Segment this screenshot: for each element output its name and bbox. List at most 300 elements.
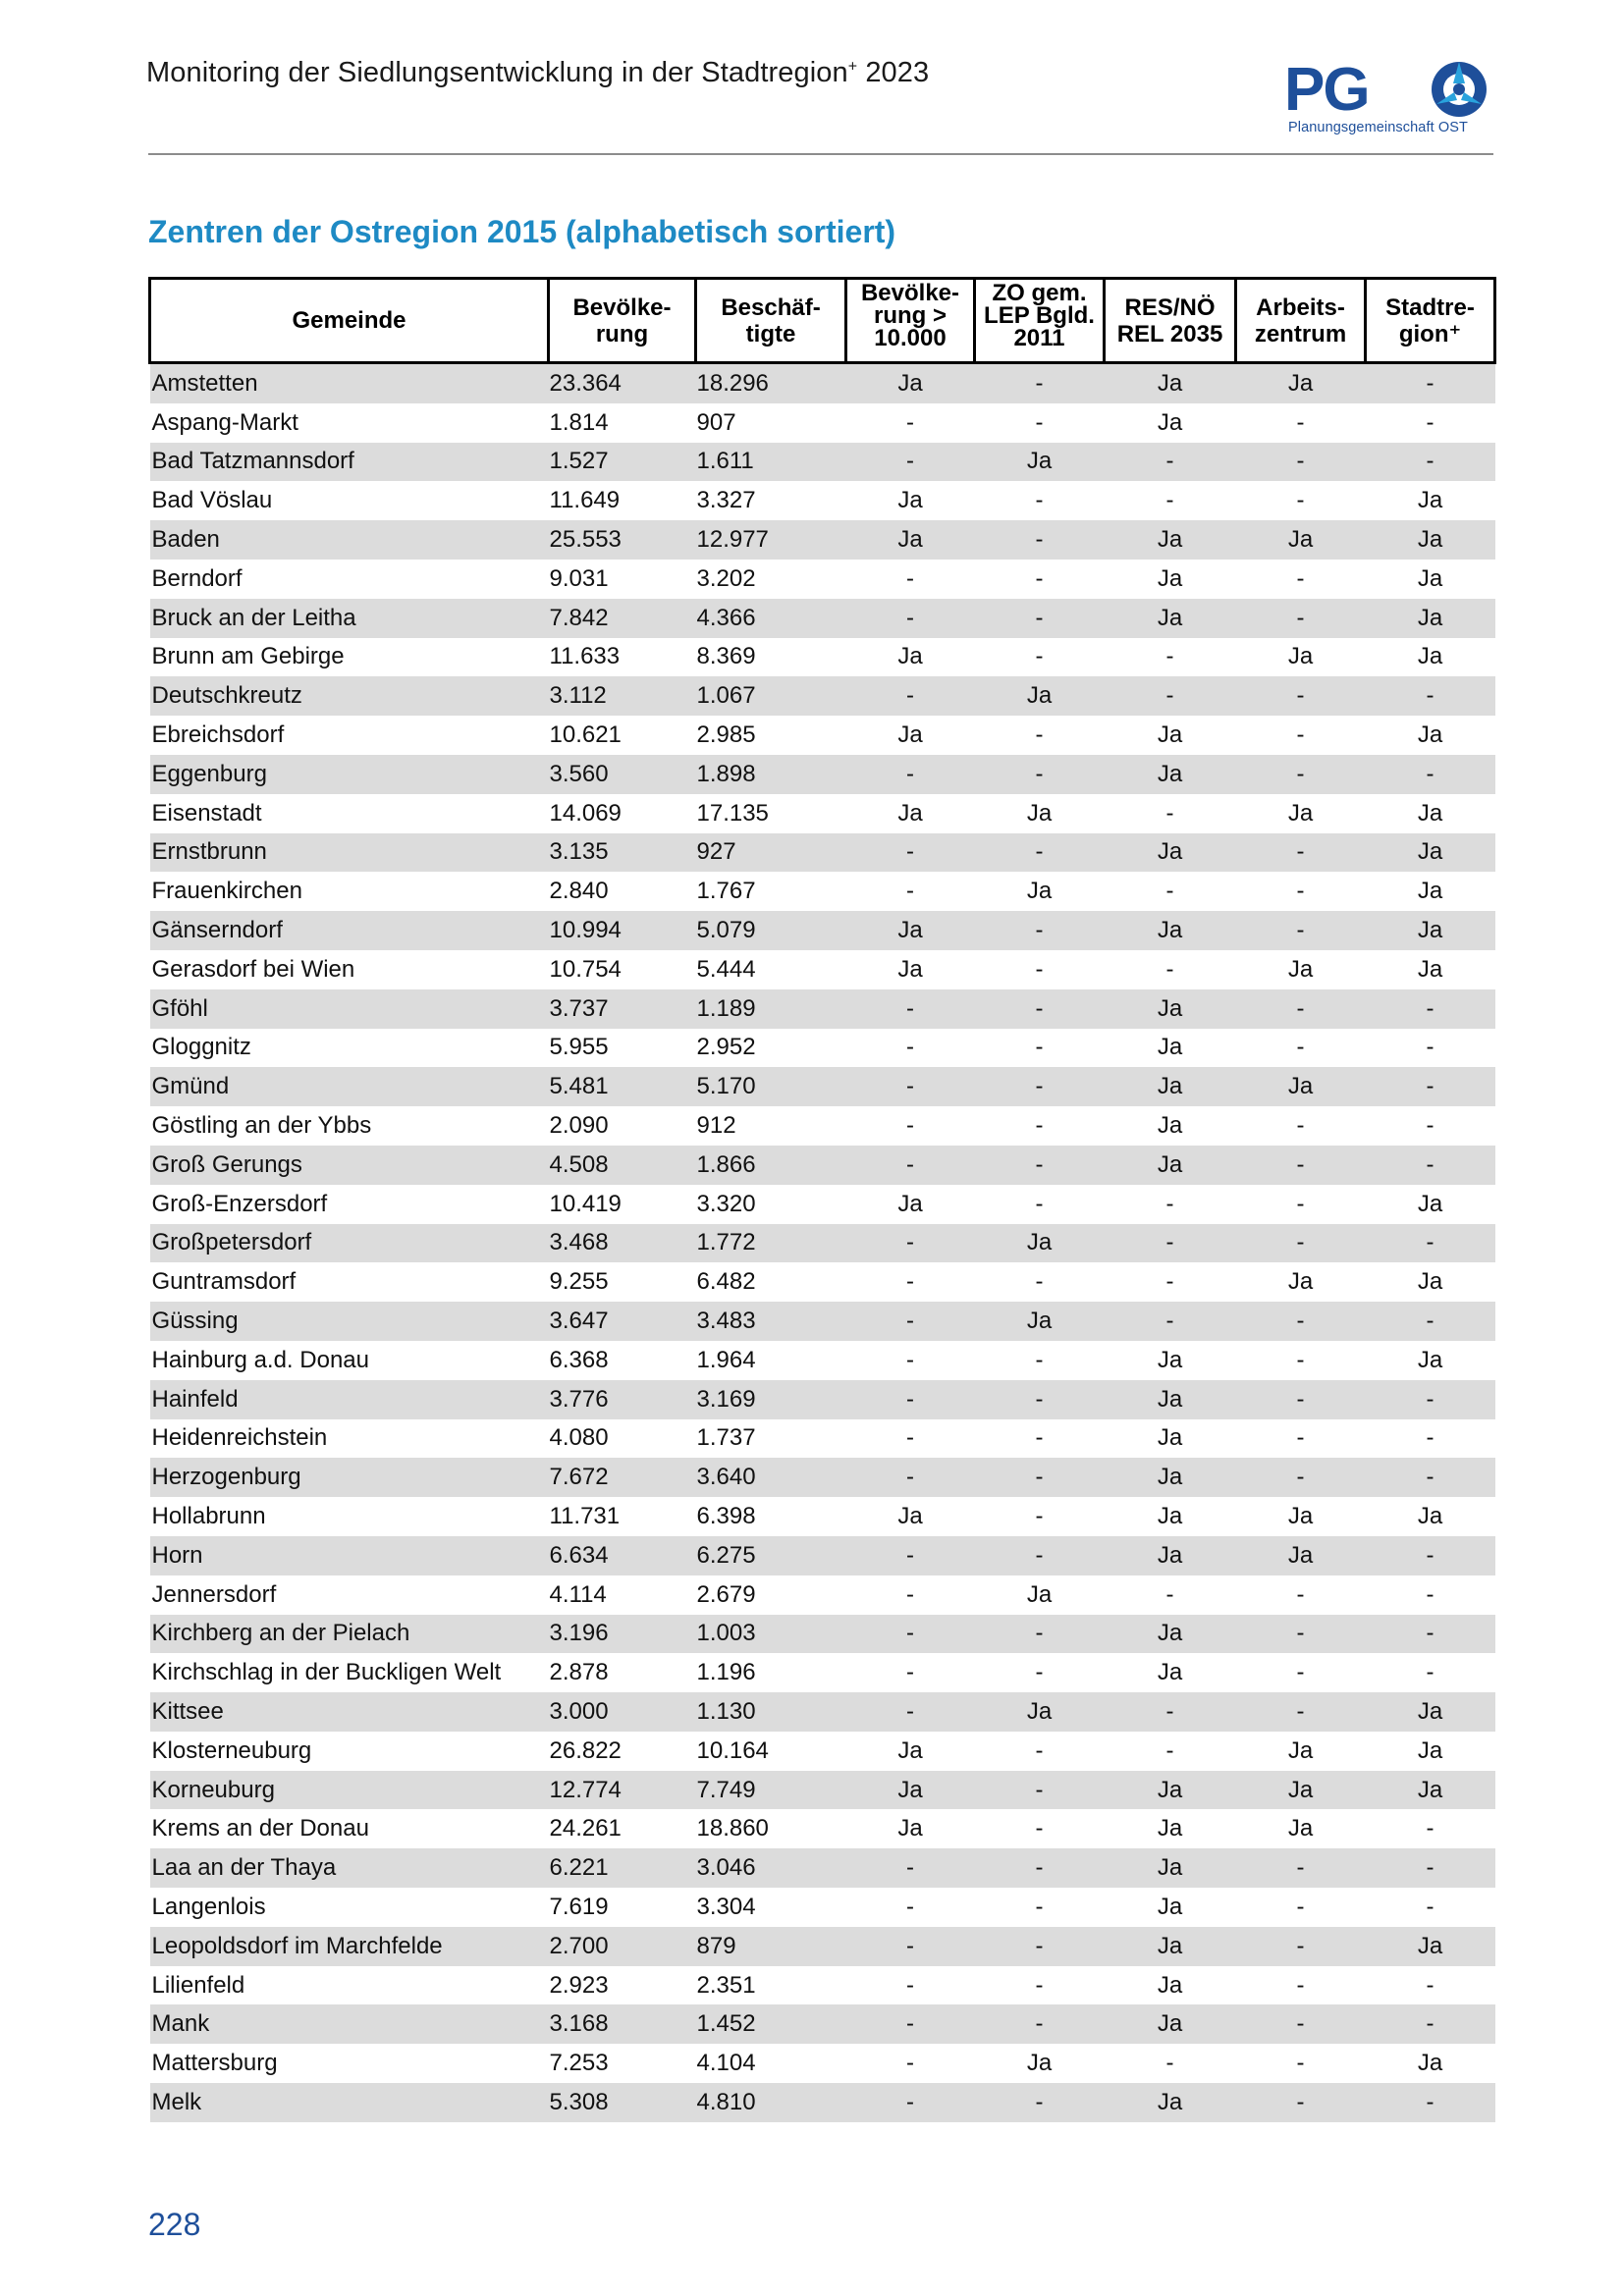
cell-res-noe-rel-2035: Ja xyxy=(1157,1346,1183,1373)
table-row xyxy=(150,560,1495,599)
cell-gemeinde: Laa an der Thaya xyxy=(150,1848,549,1888)
cell-bevoelkerung: 5.481 xyxy=(549,1067,696,1106)
cell-stadtregion: - xyxy=(1366,1146,1495,1185)
cell-res-noe-rel-2035: Ja xyxy=(1105,833,1236,873)
cell-beschaeftigte: 4.366 xyxy=(696,599,846,638)
cell-gemeinde: Aspang-Markt xyxy=(151,408,298,436)
cell-arbeitszentrum: - xyxy=(1236,1848,1366,1888)
cell-beschaeftigte: 3.483 xyxy=(696,1302,846,1341)
cell-bevoelkerung-ueber-10000: - xyxy=(906,1971,914,1999)
cell-bevoelkerung-ueber-10000: - xyxy=(906,1034,914,1061)
cell-res-noe-rel-2035: Ja xyxy=(1105,1380,1236,1419)
cell-bevoelkerung: 7.253 xyxy=(549,2050,609,2077)
cell-zo-lep-bgld-2011: - xyxy=(1035,1893,1044,1920)
table-row xyxy=(150,1146,1495,1185)
header-divider xyxy=(148,153,1493,155)
cell-stadtregion: Ja xyxy=(1366,1771,1495,1810)
cell-bevoelkerung: 12.774 xyxy=(549,1771,696,1810)
cell-arbeitszentrum: - xyxy=(1296,878,1305,905)
cell-bevoelkerung: 2.090 xyxy=(549,1112,609,1140)
cell-bevoelkerung-ueber-10000: - xyxy=(846,755,975,794)
table-row xyxy=(150,1653,1495,1692)
cell-bevoelkerung: 26.822 xyxy=(549,1736,622,1764)
cell-bevoelkerung-ueber-10000: - xyxy=(846,599,975,638)
cell-res-noe-rel-2035: Ja xyxy=(1157,1971,1183,1999)
cell-arbeitszentrum: - xyxy=(1296,1346,1305,1373)
cell-bevoelkerung-ueber-10000: - xyxy=(906,1112,914,1140)
cell-bevoelkerung: 3.135 xyxy=(549,833,696,873)
cell-arbeitszentrum: - xyxy=(1236,1380,1366,1419)
cell-gemeinde: Göstling an der Ybbs xyxy=(151,1112,372,1140)
cell-arbeitszentrum: - xyxy=(1236,1302,1366,1341)
cell-res-noe-rel-2035: - xyxy=(1165,1736,1174,1764)
cell-gemeinde: Amstetten xyxy=(150,363,549,403)
cell-bevoelkerung-ueber-10000: - xyxy=(846,1848,975,1888)
cell-bevoelkerung: 25.553 xyxy=(549,520,696,560)
table-row xyxy=(150,1888,1495,1927)
cell-stadtregion: - xyxy=(1366,443,1495,482)
cell-res-noe-rel-2035: Ja xyxy=(1105,1067,1236,1106)
cell-bevoelkerung: 2.700 xyxy=(549,1927,696,1966)
cell-gemeinde: Groß-Enzersdorf xyxy=(151,1190,328,1217)
cell-gemeinde: Herzogenburg xyxy=(150,1458,549,1497)
cell-bevoelkerung-ueber-10000: - xyxy=(846,2004,975,2044)
cell-bevoelkerung-ueber-10000: - xyxy=(906,1268,914,1296)
cell-stadtregion: Ja xyxy=(1417,955,1443,983)
cell-stadtregion: Ja xyxy=(1417,643,1443,670)
cell-bevoelkerung: 5.308 xyxy=(549,2083,696,2122)
cell-arbeitszentrum: - xyxy=(1236,676,1366,716)
cell-beschaeftigte: 5.444 xyxy=(696,955,756,983)
table-row xyxy=(150,1224,1495,1263)
cell-gemeinde: Klosterneuburg xyxy=(151,1736,312,1764)
cell-gemeinde: Gänserndorf xyxy=(150,911,549,950)
table-row xyxy=(150,1927,1495,1966)
cell-gemeinde: Korneuburg xyxy=(150,1771,549,1810)
cell-zo-lep-bgld-2011: Ja xyxy=(1026,799,1053,827)
cell-bevoelkerung-ueber-10000: - xyxy=(846,1692,975,1732)
header-title-sup: + xyxy=(847,58,858,76)
cell-bevoelkerung: 4.508 xyxy=(549,1146,696,1185)
cell-beschaeftigte: 3.169 xyxy=(696,1380,846,1419)
cell-gemeinde: Gloggnitz xyxy=(151,1034,251,1061)
cell-res-noe-rel-2035: Ja xyxy=(1105,1848,1236,1888)
cell-res-noe-rel-2035: - xyxy=(1165,643,1174,670)
cell-bevoelkerung: 3.000 xyxy=(549,1692,696,1732)
cell-bevoelkerung: 1.527 xyxy=(549,443,696,482)
cell-arbeitszentrum: - xyxy=(1236,1146,1366,1185)
cell-bevoelkerung: 24.261 xyxy=(549,1815,622,1842)
cell-res-noe-rel-2035: Ja xyxy=(1105,1536,1236,1575)
cell-res-noe-rel-2035: Ja xyxy=(1157,721,1183,749)
cell-bevoelkerung-ueber-10000: - xyxy=(906,1659,914,1686)
table-row xyxy=(150,1536,1495,1575)
cell-arbeitszentrum: - xyxy=(1296,1034,1305,1061)
cell-beschaeftigte: 6.482 xyxy=(696,1268,756,1296)
cell-gemeinde: Kirchberg an der Pielach xyxy=(150,1615,549,1654)
header-title xyxy=(146,57,929,89)
cell-bevoelkerung: 2.878 xyxy=(549,1659,609,1686)
cell-bevoelkerung-ueber-10000: Ja xyxy=(897,799,923,827)
table-row xyxy=(150,1262,1495,1302)
cell-arbeitszentrum: Ja xyxy=(1287,799,1314,827)
table-row xyxy=(150,872,1495,911)
cell-zo-lep-bgld-2011: - xyxy=(1035,1034,1044,1061)
cell-stadtregion: - xyxy=(1366,1224,1495,1263)
cell-beschaeftigte: 12.977 xyxy=(696,520,846,560)
cell-beschaeftigte: 3.320 xyxy=(696,1190,756,1217)
cell-arbeitszentrum: Ja xyxy=(1236,1067,1366,1106)
cell-zo-lep-bgld-2011: - xyxy=(975,2083,1105,2122)
cell-stadtregion: - xyxy=(1366,1302,1495,1341)
cell-res-noe-rel-2035: Ja xyxy=(1157,1503,1183,1529)
table-header xyxy=(150,279,1495,363)
cell-zo-lep-bgld-2011: - xyxy=(1035,1736,1044,1764)
cell-res-noe-rel-2035: Ja xyxy=(1105,1458,1236,1497)
table-row xyxy=(150,599,1495,638)
cell-res-noe-rel-2035: Ja xyxy=(1105,1146,1236,1185)
cell-stadtregion: Ja xyxy=(1417,1268,1443,1296)
cell-bevoelkerung-ueber-10000: - xyxy=(846,989,975,1029)
cell-beschaeftigte: 3.640 xyxy=(696,1458,846,1497)
cell-bevoelkerung: 2.840 xyxy=(549,878,609,905)
table-row xyxy=(150,2083,1495,2122)
cell-bevoelkerung: 23.364 xyxy=(549,363,696,403)
table-row xyxy=(150,989,1495,1029)
cell-gemeinde: Melk xyxy=(150,2083,549,2122)
header-title-year: 2023 xyxy=(857,57,930,88)
cell-gemeinde: Mank xyxy=(150,2004,549,2044)
cell-zo-lep-bgld-2011: Ja xyxy=(975,443,1105,482)
cell-beschaeftigte: 18.296 xyxy=(696,363,846,403)
cell-arbeitszentrum: Ja xyxy=(1287,643,1314,670)
cell-stadtregion: Ja xyxy=(1417,487,1443,514)
cell-arbeitszentrum: - xyxy=(1296,564,1305,592)
cell-res-noe-rel-2035: Ja xyxy=(1157,1815,1183,1842)
cell-bevoelkerung-ueber-10000: Ja xyxy=(846,1771,975,1810)
cell-beschaeftigte: 1.767 xyxy=(696,878,756,905)
cell-zo-lep-bgld-2011: - xyxy=(975,1067,1105,1106)
cell-bevoelkerung-ueber-10000: Ja xyxy=(897,955,923,983)
cell-bevoelkerung-ueber-10000: Ja xyxy=(897,643,923,670)
cell-beschaeftigte: 5.079 xyxy=(696,911,846,950)
cell-gemeinde: Gerasdorf bei Wien xyxy=(151,955,355,983)
cell-bevoelkerung-ueber-10000: Ja xyxy=(897,1503,923,1529)
table-row xyxy=(150,403,1495,443)
table-row xyxy=(150,794,1495,833)
cell-beschaeftigte: 1.196 xyxy=(696,1659,756,1686)
cell-beschaeftigte: 1.866 xyxy=(696,1146,846,1185)
cell-zo-lep-bgld-2011: - xyxy=(1035,1346,1044,1373)
table-row xyxy=(150,950,1495,989)
cell-zo-lep-bgld-2011: Ja xyxy=(975,1692,1105,1732)
cell-arbeitszentrum: - xyxy=(1296,1659,1305,1686)
cell-arbeitszentrum: Ja xyxy=(1236,1536,1366,1575)
table-row xyxy=(150,1067,1495,1106)
cell-beschaeftigte: 6.275 xyxy=(696,1536,846,1575)
cell-res-noe-rel-2035: Ja xyxy=(1105,520,1236,560)
cell-res-noe-rel-2035: Ja xyxy=(1157,1034,1183,1061)
cell-bevoelkerung: 3.776 xyxy=(549,1380,696,1419)
cell-bevoelkerung-ueber-10000: Ja xyxy=(897,1815,923,1842)
cell-beschaeftigte: 1.452 xyxy=(696,2004,846,2044)
table-row xyxy=(150,1458,1495,1497)
cell-res-noe-rel-2035: Ja xyxy=(1157,408,1183,436)
table-body xyxy=(150,363,1495,2122)
cell-gemeinde: Hainfeld xyxy=(150,1380,549,1419)
cell-stadtregion: Ja xyxy=(1417,2050,1443,2077)
cell-res-noe-rel-2035: Ja xyxy=(1105,911,1236,950)
page-number: 228 xyxy=(148,2207,201,2242)
cell-beschaeftigte: 1.898 xyxy=(696,755,846,794)
cell-bevoelkerung: 4.114 xyxy=(549,1580,607,1608)
column-header-bevoelkerung: Bevölke- rung xyxy=(549,279,696,363)
cell-zo-lep-bgld-2011: - xyxy=(975,2004,1105,2044)
cell-beschaeftigte: 1.130 xyxy=(696,1692,846,1732)
cell-gemeinde: Baden xyxy=(150,520,549,560)
cell-zo-lep-bgld-2011: Ja xyxy=(975,1224,1105,1263)
cell-stadtregion: - xyxy=(1366,1067,1495,1106)
cell-arbeitszentrum: - xyxy=(1236,755,1366,794)
table-row xyxy=(150,833,1495,873)
cell-bevoelkerung-ueber-10000: - xyxy=(906,1893,914,1920)
cell-stadtregion: - xyxy=(1426,1424,1435,1452)
cell-zo-lep-bgld-2011: - xyxy=(1035,955,1044,983)
cell-bevoelkerung-ueber-10000: - xyxy=(846,1067,975,1106)
cell-beschaeftigte: 1.189 xyxy=(696,989,846,1029)
table-row xyxy=(150,1692,1495,1732)
cell-stadtregion: Ja xyxy=(1417,799,1443,827)
cell-zo-lep-bgld-2011: - xyxy=(975,363,1105,403)
table-row xyxy=(150,1771,1495,1810)
cell-res-noe-rel-2035: Ja xyxy=(1105,599,1236,638)
table-row xyxy=(150,1575,1495,1615)
cell-res-noe-rel-2035: Ja xyxy=(1157,1112,1183,1140)
cell-arbeitszentrum: - xyxy=(1236,1224,1366,1263)
cell-beschaeftigte: 1.772 xyxy=(696,1224,846,1263)
cell-beschaeftigte: 2.679 xyxy=(696,1580,756,1608)
cell-gemeinde: Hollabrunn xyxy=(151,1503,266,1529)
cell-bevoelkerung: 3.647 xyxy=(549,1302,696,1341)
cell-bevoelkerung-ueber-10000: - xyxy=(846,1302,975,1341)
cell-stadtregion: - xyxy=(1426,1815,1435,1842)
cell-stadtregion: - xyxy=(1426,1580,1435,1608)
table-row xyxy=(150,1380,1495,1419)
cell-beschaeftigte: 2.351 xyxy=(696,1971,756,1999)
cell-beschaeftigte: 17.135 xyxy=(696,799,769,827)
cell-bevoelkerung-ueber-10000: - xyxy=(846,1380,975,1419)
cell-zo-lep-bgld-2011: - xyxy=(975,911,1105,950)
cell-beschaeftigte: 7.749 xyxy=(696,1771,846,1810)
table-row xyxy=(150,638,1495,677)
cell-bevoelkerung: 9.255 xyxy=(549,1268,609,1296)
cell-res-noe-rel-2035: Ja xyxy=(1105,2004,1236,2044)
cell-bevoelkerung-ueber-10000: - xyxy=(846,443,975,482)
table-row xyxy=(150,716,1495,755)
cell-bevoelkerung: 5.955 xyxy=(549,1034,609,1061)
cell-zo-lep-bgld-2011: - xyxy=(975,1771,1105,1810)
cell-beschaeftigte: 3.202 xyxy=(696,564,756,592)
table-row xyxy=(150,1419,1495,1459)
cell-zo-lep-bgld-2011: - xyxy=(975,1146,1105,1185)
cell-bevoelkerung-ueber-10000: - xyxy=(906,1424,914,1452)
cell-bevoelkerung: 10.419 xyxy=(549,1190,622,1217)
cell-bevoelkerung: 7.842 xyxy=(549,599,696,638)
table-row xyxy=(150,1029,1495,1068)
logo-subtitle: Planungsgemeinschaft OST xyxy=(1288,120,1468,135)
cell-stadtregion: - xyxy=(1426,1659,1435,1686)
cell-arbeitszentrum: - xyxy=(1296,721,1305,749)
cell-res-noe-rel-2035: - xyxy=(1165,1580,1174,1608)
cell-res-noe-rel-2035: - xyxy=(1105,1692,1236,1732)
cell-stadtregion: Ja xyxy=(1417,1503,1443,1529)
cell-arbeitszentrum: Ja xyxy=(1236,520,1366,560)
cell-gemeinde: Hainburg a.d. Donau xyxy=(151,1346,369,1373)
cell-stadtregion: - xyxy=(1366,2083,1495,2122)
table-row xyxy=(150,1809,1495,1848)
table-row xyxy=(150,1848,1495,1888)
column-header-bevoelkerung-ueber-10000: Bevölke- rung > 10.000 xyxy=(846,279,975,363)
cell-arbeitszentrum: - xyxy=(1296,1112,1305,1140)
cell-res-noe-rel-2035: - xyxy=(1165,1190,1174,1217)
cell-bevoelkerung: 11.649 xyxy=(549,487,621,514)
cell-zo-lep-bgld-2011: - xyxy=(975,755,1105,794)
cell-bevoelkerung-ueber-10000: - xyxy=(846,1536,975,1575)
cell-stadtregion: - xyxy=(1366,363,1495,403)
table-row xyxy=(150,2004,1495,2044)
cell-gemeinde: Bruck an der Leitha xyxy=(150,599,549,638)
cell-bevoelkerung-ueber-10000: - xyxy=(846,1146,975,1185)
cell-arbeitszentrum: Ja xyxy=(1287,955,1314,983)
cell-bevoelkerung: 11.633 xyxy=(549,643,621,670)
cell-gemeinde: Krems an der Donau xyxy=(151,1815,369,1842)
cell-res-noe-rel-2035: - xyxy=(1165,1268,1174,1296)
cell-gemeinde: Lilienfeld xyxy=(151,1971,245,1999)
column-header-beschaeftigte: Beschäf- tigte xyxy=(696,279,846,363)
cell-zo-lep-bgld-2011: - xyxy=(1035,1971,1044,1999)
cell-res-noe-rel-2035: Ja xyxy=(1157,1893,1183,1920)
cell-zo-lep-bgld-2011: - xyxy=(1035,721,1044,749)
cell-arbeitszentrum: - xyxy=(1236,911,1366,950)
cell-stadtregion: - xyxy=(1366,2004,1495,2044)
cell-zo-lep-bgld-2011: - xyxy=(1035,1659,1044,1686)
cell-bevoelkerung: 10.621 xyxy=(549,721,622,749)
cell-gemeinde: Guntramsdorf xyxy=(151,1268,297,1296)
cell-stadtregion: - xyxy=(1426,1971,1435,1999)
cell-bevoelkerung: 6.634 xyxy=(549,1536,696,1575)
cell-bevoelkerung-ueber-10000: - xyxy=(846,676,975,716)
cell-bevoelkerung-ueber-10000: Ja xyxy=(846,520,975,560)
cell-zo-lep-bgld-2011: Ja xyxy=(1026,1580,1053,1608)
cell-bevoelkerung-ueber-10000: - xyxy=(906,408,914,436)
cell-arbeitszentrum: - xyxy=(1236,833,1366,873)
cell-bevoelkerung: 14.069 xyxy=(549,799,622,827)
cell-beschaeftigte: 1.737 xyxy=(696,1424,756,1452)
column-header-res-noe-rel-2035: RES/NÖ REL 2035 xyxy=(1105,279,1236,363)
cell-stadtregion: Ja xyxy=(1366,833,1495,873)
cell-res-noe-rel-2035: - xyxy=(1165,955,1174,983)
cell-beschaeftigte: 3.304 xyxy=(696,1893,756,1920)
cell-bevoelkerung-ueber-10000: - xyxy=(846,2083,975,2122)
cell-gemeinde: Kittsee xyxy=(150,1692,549,1732)
cell-stadtregion: - xyxy=(1426,1893,1435,1920)
cell-bevoelkerung-ueber-10000: - xyxy=(906,1346,914,1373)
cell-beschaeftigte: 4.104 xyxy=(696,2050,756,2077)
table-row xyxy=(150,2044,1495,2083)
cell-stadtregion: - xyxy=(1366,1536,1495,1575)
cell-zo-lep-bgld-2011: Ja xyxy=(975,1302,1105,1341)
cell-gemeinde: Kirchschlag in der Buckligen Welt xyxy=(151,1659,502,1686)
cell-zo-lep-bgld-2011: - xyxy=(1035,1424,1044,1452)
cell-gemeinde: Deutschkreutz xyxy=(150,676,549,716)
table-row xyxy=(150,1302,1495,1341)
cell-bevoelkerung-ueber-10000: - xyxy=(906,564,914,592)
cell-beschaeftigte: 3.046 xyxy=(696,1848,846,1888)
cell-arbeitszentrum: - xyxy=(1236,1615,1366,1654)
cell-gemeinde: Langenlois xyxy=(151,1893,266,1920)
table-row xyxy=(150,481,1495,520)
cell-zo-lep-bgld-2011: - xyxy=(975,989,1105,1029)
cell-beschaeftigte: 879 xyxy=(696,1927,846,1966)
cell-beschaeftigte: 2.985 xyxy=(696,721,756,749)
cell-zo-lep-bgld-2011: - xyxy=(1035,1190,1044,1217)
cell-arbeitszentrum: Ja xyxy=(1287,1815,1314,1842)
cell-res-noe-rel-2035: Ja xyxy=(1105,1771,1236,1810)
cell-zo-lep-bgld-2011: - xyxy=(1035,408,1044,436)
cell-beschaeftigte: 8.369 xyxy=(696,643,756,670)
cell-beschaeftigte: 10.164 xyxy=(696,1736,769,1764)
table-row xyxy=(150,1966,1495,2005)
cell-res-noe-rel-2035: Ja xyxy=(1105,755,1236,794)
cell-gemeinde: Groß Gerungs xyxy=(150,1146,549,1185)
cell-stadtregion: - xyxy=(1426,1034,1435,1061)
cell-zo-lep-bgld-2011: - xyxy=(975,1536,1105,1575)
cell-zo-lep-bgld-2011: - xyxy=(975,599,1105,638)
cell-stadtregion: - xyxy=(1366,676,1495,716)
cell-bevoelkerung-ueber-10000: - xyxy=(906,2050,914,2077)
cell-zo-lep-bgld-2011: - xyxy=(1035,1112,1044,1140)
cell-bevoelkerung: 9.031 xyxy=(549,564,609,592)
cell-arbeitszentrum: - xyxy=(1236,599,1366,638)
cell-res-noe-rel-2035: - xyxy=(1165,2050,1174,2077)
cell-arbeitszentrum: - xyxy=(1296,408,1305,436)
cell-stadtregion: - xyxy=(1366,1380,1495,1419)
cell-res-noe-rel-2035: Ja xyxy=(1157,1659,1183,1686)
cell-stadtregion: - xyxy=(1366,1615,1495,1654)
cell-arbeitszentrum: - xyxy=(1296,487,1305,514)
cell-bevoelkerung: 3.112 xyxy=(549,676,696,716)
cell-res-noe-rel-2035: Ja xyxy=(1105,1927,1236,1966)
cell-beschaeftigte: 5.170 xyxy=(696,1067,846,1106)
cell-stadtregion: - xyxy=(1426,408,1435,436)
cell-gemeinde: Großpetersdorf xyxy=(150,1224,549,1263)
logo-letters: PG xyxy=(1284,59,1369,124)
cell-gemeinde: Eisenstadt xyxy=(151,799,262,827)
cell-arbeitszentrum: - xyxy=(1236,1927,1366,1966)
cell-arbeitszentrum: - xyxy=(1296,1190,1305,1217)
cell-zo-lep-bgld-2011: - xyxy=(1035,1268,1044,1296)
cell-gemeinde: Horn xyxy=(150,1536,549,1575)
cell-bevoelkerung-ueber-10000: - xyxy=(846,833,975,873)
cell-bevoelkerung: 7.619 xyxy=(549,1893,609,1920)
cell-bevoelkerung: 10.994 xyxy=(549,911,696,950)
cell-arbeitszentrum: - xyxy=(1296,1424,1305,1452)
cell-stadtregion: Ja xyxy=(1417,878,1443,905)
cell-res-noe-rel-2035: - xyxy=(1105,1302,1236,1341)
cell-zo-lep-bgld-2011: - xyxy=(975,1458,1105,1497)
cell-stadtregion: Ja xyxy=(1366,599,1495,638)
cell-gemeinde: Bad Vöslau xyxy=(151,487,273,514)
